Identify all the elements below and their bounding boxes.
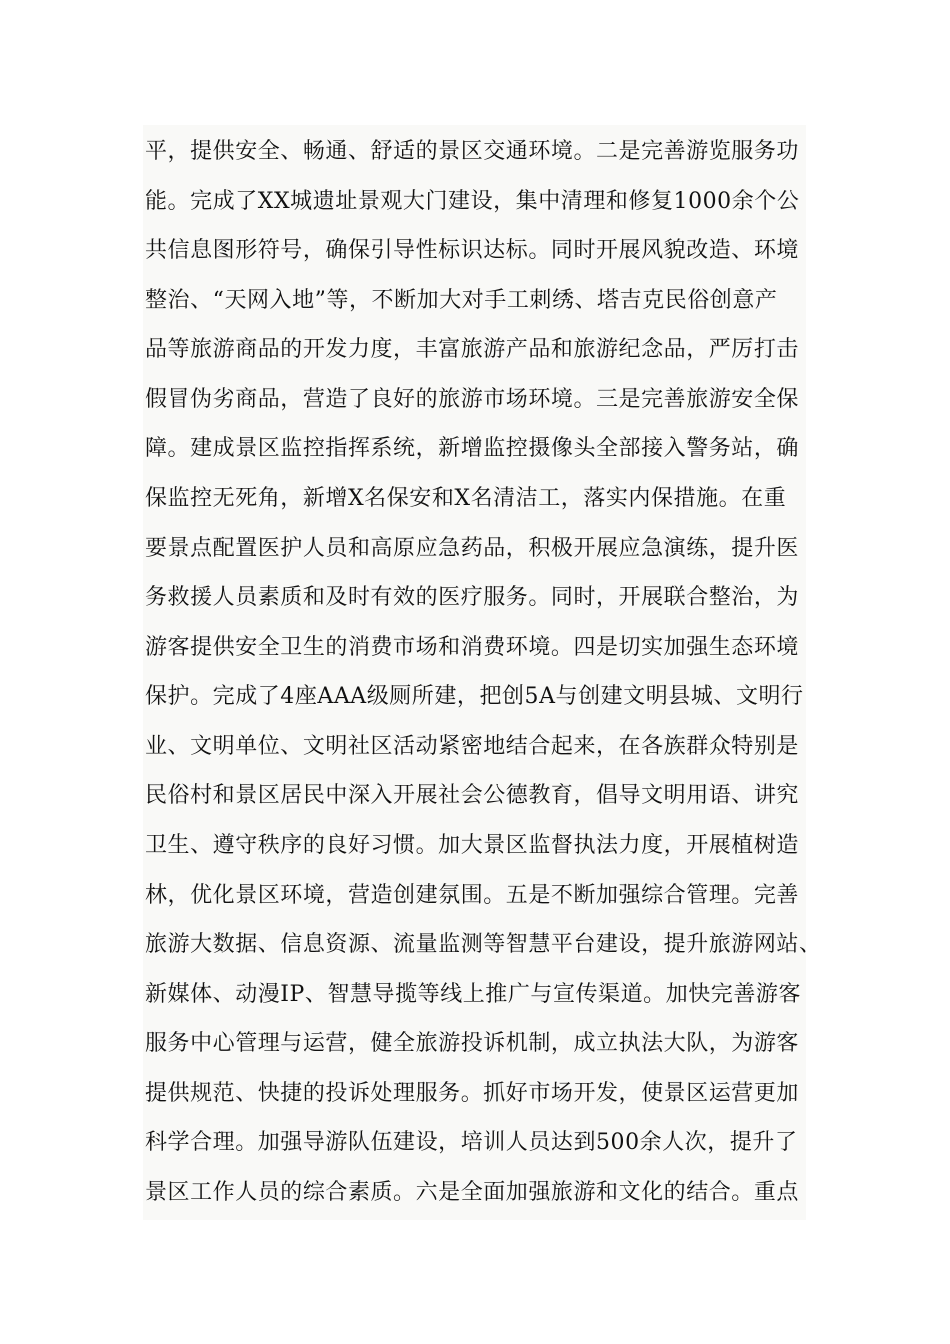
text-line: 障。建成景区监控指挥系统，新增监控摄像头全部接入警务站，确	[145, 436, 799, 461]
text-line: 林，优化景区环境，营造创建氛围。五是不断加强综合管理。完善	[145, 883, 799, 908]
text-line: 卫生、遵守秩序的良好习惯。加大景区监督执法力度，开展植树造	[145, 833, 799, 858]
text-line: 民俗村和景区居民中深入开展社会公德教育，倡导文明用语、讲究	[145, 783, 799, 808]
text-line: 假冒伪劣商品，营造了良好的旅游市场环境。三是完善旅游安全保	[145, 387, 799, 412]
text-line: 游客提供安全卫生的消费市场和消费环境。四是切实加强生态环境	[145, 635, 799, 660]
text-line: 整治、“天网入地”等，不断加大对手工刺绣、塔吉克民俗创意产	[145, 288, 778, 313]
text-line: 提供规范、快捷的投诉处理服务。抓好市场开发，使景区运营更加	[145, 1081, 799, 1106]
text-line: 新媒体、动漫IP、智慧导揽等线上推广与宣传渠道。加快完善游客	[145, 982, 801, 1007]
text-line: 共信息图形符号，确保引导性标识达标。同时开展风貌改造、环境	[145, 238, 799, 263]
text-line: 业、文明单位、文明社区活动紧密地结合起来，在各族群众特别是	[145, 734, 799, 759]
text-line: 要景点配置医护人员和高原应急药品，积极开展应急演练，提升医	[145, 536, 799, 561]
text-line: 旅游大数据、信息资源、流量监测等智慧平台建设，提升旅游网站、	[145, 932, 822, 957]
text-line: 平，提供安全、畅通、舒适的景区交通环境。二是完善游览服务功	[145, 139, 799, 164]
text-line: 务救援人员素质和及时有效的医疗服务。同时，开展联合整治，为	[145, 585, 799, 610]
text-line: 服务中心管理与运营，健全旅游投诉机制，成立执法大队，为游客	[145, 1031, 799, 1056]
text-line: 保监控无死角，新增X名保安和X名清洁工，落实内保措施。在重	[145, 486, 787, 511]
text-line: 品等旅游商品的开发力度，丰富旅游产品和旅游纪念品，严厉打击	[145, 337, 799, 362]
text-line: 保护。完成了4座AAA级厕所建，把创5A与创建文明县城、文明行	[145, 684, 804, 709]
text-line: 科学合理。加强导游队伍建设，培训人员达到500余人次，提升了	[145, 1130, 798, 1155]
text-line: 能。完成了XX城遗址景观大门建设，集中清理和修复1000余个公	[145, 189, 800, 214]
text-line: 景区工作人员的综合素质。六是全面加强旅游和文化的结合。重点	[145, 1180, 799, 1205]
